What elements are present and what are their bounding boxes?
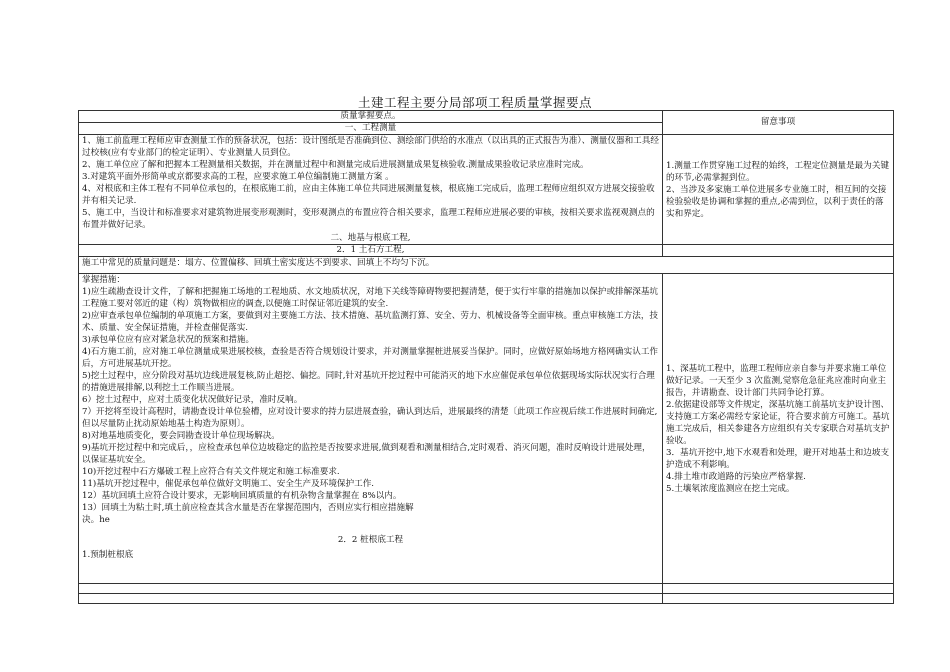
measure-item: 10)开挖过程中石方爆破工程上应符合有关文件规定和施工标准要求. xyxy=(82,467,340,477)
measures-label: 掌握措施： xyxy=(82,275,125,285)
measures-content xyxy=(79,274,663,584)
measure-item: 9)基坑开挖过程中和完成后，，应检查承包单位边坡稳定的监控是否按要求进展,做到观看和测量相结合,定时观看、消灭问题，准时反响设计进展处理，以保证基坑安全。 xyxy=(82,443,651,465)
measure-item: 2)应审查承包单位编制的单项施工方案，要做到对主要施工方法、技术措施、基坑监测打算、安全、劳力、机械设备等全面审核。重点审核施工方法，技术、质量、安全保证措施，并检查催促落实. xyxy=(82,311,659,333)
section1-item: 1、施工前监理工程师应审查测量工作的预备状况，包括：设计图纸是否准确到位、测绘部门供给的水准点（以出具的正式报告为准）、测量仪器和工具经过校核(应有专业部门的检定证明）、专业测量人员到位。 xyxy=(82,136,659,158)
measures-notes xyxy=(663,274,894,584)
section1-row xyxy=(79,135,894,245)
measure-item: 12）基坑回填土应符合设计要求，无影响回填质量的有机杂物含量掌握在 8%以内。 xyxy=(82,491,402,501)
section1-heading: 一、工程测量 xyxy=(79,123,663,135)
measures-note: 4.排土堆市政道路的污染应严格掌握. xyxy=(666,471,806,482)
measure-item: 13）回填土为粘土时,填土前应检查其含水量是否在掌握范围内，否则应实行相应措施解 xyxy=(82,503,414,513)
subsection1-row xyxy=(79,245,894,257)
quality-control-table xyxy=(78,110,894,604)
measure-item: 4)石方施工前，应对施工单位测量成果进展校核，查验是否符合规划设计要求，并对测量掌握桩进展妥当保护。同时，应做好原始场地方格网确实认工作后，方可进展基坑开挖。 xyxy=(82,347,659,369)
section1-item: 5、施工中，当设计和标准要求对建筑物进展变形观测时，变形观测点的布置应符合相关要求，监理工程师应进展必要的审核，按相关要求监视观测点的布置并做好记录。 xyxy=(82,208,655,230)
subsection2-item: 1.预制桩根底 xyxy=(82,550,134,560)
measure-item: 7）开挖将至设计高程时，请勘查设计单位验槽，应对设计要求的持力层进展查验，确认到达后，进展最终的清楚〔此项工作应视后续工作进展时间确定,但以尽量防止扰动原始地基土构造为原则〕。 xyxy=(82,407,658,429)
empty-row xyxy=(79,584,894,594)
common-problems-row xyxy=(79,257,894,274)
section1-content xyxy=(79,135,663,245)
measure-item: 8)对地基地质变化，要会同勘查设计单位现场解决。 xyxy=(82,431,280,441)
section1-item: 2、施工单位应了解和把握本工程测量相关数据，并在测量过程中和测量完成后进展测量成果复核验收.测量成果验收记录应准时完成。 xyxy=(82,160,589,170)
measure-item: 5)挖土过程中，应分阶段对基坑边线进展复核,防止超挖、偏挖。同时,针对基坑开挖过程中可能消灭的地下水应催促承包单位依据现场实际状况实行合理的措施进展排解,以利挖土工作顺当进展。 xyxy=(82,371,655,393)
measures-note: 2.依据建设部等文件规定，深基坑施工前基坑支护设计图、支持施工方案必需经专家论证，符合要求前方可施工。基坑施工完成后，相关参建各方应组织有关专家联合对基坑支护验收。 xyxy=(666,399,890,446)
measures-note: 1、深基坑工程中，监理工程师应亲自参与并要求施工单位做好记录。一天至少 3 次监测,觉察危急征兆应准时向业主报告，并请勘查、设计部门共同争论打算。 xyxy=(666,363,887,398)
empty-cell-left xyxy=(79,584,663,594)
section1-item: 3.对建筑平面外形简单或京都要求高的工程，应要求施工单位编制施工测量方案 。 xyxy=(82,172,394,182)
document-title: 土建工程主要分局部项工程质量掌握要点 xyxy=(357,95,592,110)
measure-item: 决。he xyxy=(82,515,110,525)
empty-cell-left xyxy=(79,594,663,604)
subsection2-heading: 2．2 桩根底工程 xyxy=(337,535,404,545)
section2-heading: 二、地基与根底工程, xyxy=(330,233,411,243)
common-problems: 施工中常见的质量问题是：塌方、位置偏移、回填土密实度达不到要求、回填上不均匀下沉。 xyxy=(79,257,894,274)
subsection1-heading: 2．1 土石方工程, xyxy=(79,245,663,257)
section1-note: 1.测量工作贯穿施工过程的始终，工程定位测量是最为关键的环节,必需掌握到位。 xyxy=(666,160,890,183)
subsection1-notes-empty xyxy=(663,245,894,257)
header-left: 质量掌握要点。 xyxy=(79,111,663,123)
measure-item: 1)应生疏勘查设计文件，了解和把握施工场地的工程地质、水文地质状况，对地下关线等障碍物要把握清楚，便于实行牢靠的措施加以保护或排解深基坑工程施工要对邻近的建（构）筑物做相应的调查,以便施工时保证邻近建筑的安全. xyxy=(82,287,659,309)
measure-item: 6）挖土过程中，应对土质变化状况做好记录，准时反响。 xyxy=(82,395,303,405)
measures-note: 3．基坑开挖中,地下水观看和处理，避开对地基土和边坡支护造成不利影响。 xyxy=(666,447,890,470)
header-right: 留意事项 xyxy=(663,111,894,135)
measure-item: 3)承包单位应有应对紧急状况的预案和措施。 xyxy=(82,335,255,345)
section1-item: 4、对根底和主体工程有不同单位承包的，在根底施工前，应由主体施工单位共同进展测量复核，根底施工完成后，监理工程师应组织双方进展交接验收并有相关记录. xyxy=(82,184,655,206)
empty-row xyxy=(79,594,894,604)
header-row xyxy=(79,111,894,123)
empty-cell-right xyxy=(663,584,894,594)
measures-note: 5.土壤氡浓度监测应在挖土完成。 xyxy=(666,483,795,494)
measures-row xyxy=(79,274,894,584)
section1-notes xyxy=(663,135,894,245)
measure-item: 11)基坑开挖过程中，催促承包单位做好文明施工、安全生产及环境保护工作. xyxy=(82,479,375,489)
empty-cell-right xyxy=(663,594,894,604)
section1-note: 2、当涉及多家施工单位进展多专业施工时，相互间的交接检验验收是协调和掌握的重点,必需到位，以利于责任的落实和界定。 xyxy=(666,184,887,219)
